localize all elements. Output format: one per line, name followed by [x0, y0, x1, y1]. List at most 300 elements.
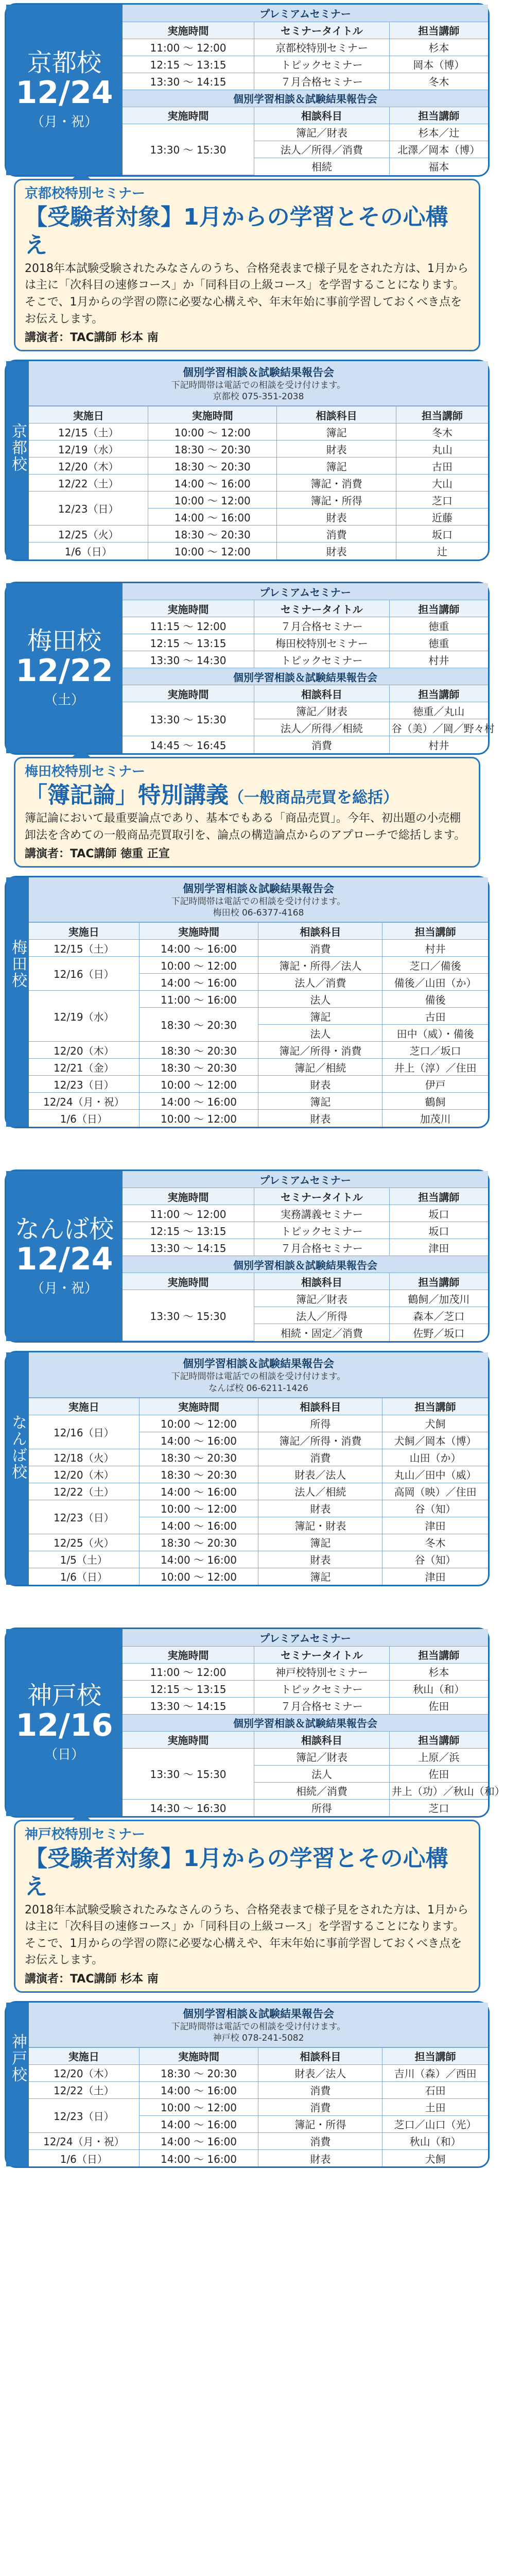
cell: 10:00 ～ 12:00 — [148, 492, 277, 509]
cell: 財表 — [258, 1076, 382, 1093]
cell: 簿記・所得 — [258, 2115, 382, 2132]
consult-block-namba — [5, 1351, 490, 1586]
table-row — [123, 1697, 488, 1714]
cell: 消費 — [258, 2098, 382, 2115]
cell: 10:00 ～ 12:00 — [139, 1110, 258, 1127]
headline-part: 1月からの学習とその心構え — [25, 204, 448, 259]
section-title: 個別学習相談＆試験結果報告会 — [123, 1714, 488, 1731]
cell: 消費 — [258, 1449, 382, 1466]
cell: 法人 — [254, 1765, 390, 1782]
col-header: セミナータイトル — [254, 1188, 390, 1205]
cell: 石田 — [382, 2081, 488, 2098]
table-row — [123, 56, 488, 73]
table-row — [123, 651, 488, 668]
campus-weekday: （土） — [44, 692, 84, 708]
col-header: 相談科目 — [254, 1273, 390, 1290]
cell: 11:15 ～ 12:00 — [123, 617, 254, 634]
table-row — [123, 39, 488, 56]
cell: 簿記／財表 — [254, 702, 390, 719]
cell: 13:30 ～ 15:30 — [123, 702, 254, 736]
section-title: プレミアムセミナー — [123, 583, 488, 600]
campus-name: 神戸校 — [27, 1681, 101, 1710]
cell: 18:30 ～ 20:30 — [148, 440, 277, 457]
campus-weekday: （月・祝） — [30, 114, 98, 130]
campus-side-panel — [6, 583, 123, 753]
cell: 丸山／田中（威） — [382, 1466, 488, 1483]
consult-main — [29, 1352, 488, 1585]
cell: 14:00 ～ 16:00 — [139, 1483, 258, 1500]
consult-phone: 梅田校 06-6377-4168 — [213, 908, 304, 919]
cell: 13:30 ～ 14:15 — [123, 73, 254, 90]
cell: 佐田 — [389, 1765, 488, 1782]
cell: 簿記 — [277, 457, 396, 474]
cell: ７月合格セミナー — [254, 617, 390, 634]
cell: 10:00 ～ 12:00 — [139, 1076, 258, 1093]
cell: 備後 — [382, 991, 488, 1008]
table-row — [123, 702, 488, 719]
cell: 簿記 — [258, 1008, 382, 1025]
cell: 大山 — [396, 474, 488, 492]
consult-block-umeda — [5, 876, 490, 1128]
col-header: 実施時間 — [123, 600, 254, 617]
consult-side-label — [6, 1352, 29, 1585]
cell: 14:00 ～ 16:00 — [139, 2132, 258, 2149]
schedule — [123, 1171, 488, 1342]
consult-main — [29, 361, 488, 560]
consult-header — [29, 877, 488, 922]
table-row — [123, 1680, 488, 1697]
consult-campus-name: なんば校 — [9, 1414, 27, 1481]
cell: 財表 — [258, 1551, 382, 1568]
cell: ７月合格セミナー — [254, 1239, 390, 1256]
consult-campus-name: 神戸校 — [9, 2033, 27, 2083]
cell: 法人／所得／消費 — [254, 141, 390, 158]
cell: トピックセミナー — [254, 1680, 390, 1697]
cell: 相続 — [254, 158, 390, 175]
col-header: 相談科目 — [254, 1731, 390, 1748]
consult-phone: 神戸校 078-241-5082 — [213, 2032, 304, 2043]
cell: 12/23（日） — [29, 1076, 139, 1093]
cell: 加茂川 — [382, 1110, 488, 1127]
campus-weekday: （月・祝） — [30, 1280, 98, 1296]
cell: 簿記 — [258, 1534, 382, 1551]
table-row — [29, 1415, 488, 1432]
cell: 18:30 ～ 20:30 — [139, 1059, 258, 1076]
cell: 福本 — [389, 158, 488, 175]
cell: 佐田 — [389, 1697, 488, 1714]
cell: 1/6（日） — [29, 1110, 139, 1127]
cell: 18:30 ～ 20:30 — [148, 457, 277, 474]
table-row — [29, 526, 488, 543]
cell: 14:00 ～ 16:00 — [139, 1093, 258, 1110]
special-body: 2018年本試験受験されたみなさんのうち、合格発表まで様子見をされた方は、1月からは主に「次科目の速修コース」か「同科目の上級コース」を学習することになります。そこで、1月からの学習の際に必要な心構えや、年末年始に事前学習しておくべき点をお伝えします。 — [25, 1903, 468, 1967]
cell: 11:00 ～ 12:00 — [123, 1205, 254, 1222]
table-row — [29, 543, 488, 560]
section-title: プレミアムセミナー — [123, 5, 488, 22]
special-headline — [25, 781, 469, 809]
campus-side-panel — [6, 1629, 123, 1816]
table-row — [29, 1551, 488, 1568]
col-header: 実施時間 — [123, 1188, 254, 1205]
cell: 犬飼 — [382, 2149, 488, 2166]
cell: 財表 — [258, 1500, 382, 1517]
cell: 12/24（月・祝） — [29, 2132, 139, 2149]
cell: 津田 — [382, 1568, 488, 1585]
table-row — [29, 991, 488, 1008]
table-row — [123, 1748, 488, 1765]
cell: 14:45 ～ 16:45 — [123, 736, 254, 753]
col-header: 実施日 — [29, 406, 148, 423]
table-row — [29, 940, 488, 957]
consult-block-kyoto — [5, 360, 490, 561]
col-header: 担当講師 — [389, 22, 488, 39]
table-row — [29, 457, 488, 474]
consult-note: 下記時間帯は電話での相談を受け付けます。 — [171, 1371, 346, 1382]
campus-namba — [5, 1170, 490, 1586]
col-header: 担当講師 — [389, 685, 488, 702]
cell: 村井 — [389, 651, 488, 668]
cell: 井上（淳）／住田 — [382, 1059, 488, 1076]
table-row — [123, 1290, 488, 1307]
cell: 簿記／所得・消費 — [258, 1042, 382, 1059]
cell: 法人／所得 — [254, 1307, 390, 1324]
cell: 14:00 ～ 16:00 — [139, 2081, 258, 2098]
table-row — [29, 1449, 488, 1466]
table-row — [123, 1205, 488, 1222]
cell: 芝口 — [389, 1799, 488, 1816]
cell: 辻 — [396, 543, 488, 560]
cell: 徳重 — [389, 634, 488, 651]
table-row — [29, 492, 488, 509]
table-row — [123, 736, 488, 753]
cell: 山田（か） — [382, 1449, 488, 1466]
cell: 芝口／備後 — [382, 957, 488, 974]
cell: 12/19（水） — [29, 991, 139, 1042]
cell: 神戸校特別セミナー — [254, 1663, 390, 1680]
col-header: 担当講師 — [389, 1731, 488, 1748]
col-header: 実施日 — [29, 2047, 139, 2064]
cell: ７月合格セミナー — [254, 73, 390, 90]
cell: 14:00 ～ 16:00 — [139, 1432, 258, 1449]
schedule — [123, 5, 488, 175]
consult-phone: なんば校 06-6211-1426 — [208, 1383, 308, 1394]
section-title: 個別学習相談＆試験結果報告会 — [123, 90, 488, 107]
cell: 14:30 ～ 16:30 — [123, 1799, 254, 1816]
col-header: 担当講師 — [389, 1646, 488, 1663]
special-seminar-box — [14, 179, 480, 352]
cell: 丸山 — [396, 440, 488, 457]
col-header: 担当講師 — [389, 107, 488, 124]
col-header: 相談科目 — [277, 406, 396, 423]
schedule — [123, 1629, 505, 1816]
cell: 1/6（日） — [29, 543, 148, 560]
cell: 10:00 ～ 12:00 — [139, 1500, 258, 1517]
cell: 村井 — [389, 736, 488, 753]
col-header: 担当講師 — [382, 923, 488, 940]
consult-note: 下記時間帯は電話での相談を受け付けます。 — [171, 2021, 346, 2032]
cell: 14:00 ～ 16:00 — [148, 474, 277, 492]
campus-name: なんば校 — [14, 1214, 114, 1244]
table-row — [123, 1663, 488, 1680]
cell: 12:15 ～ 13:15 — [123, 1680, 254, 1697]
cell: 12/22（土） — [29, 1483, 139, 1500]
cell: 財表／法人 — [258, 1466, 382, 1483]
cell: 簿記／財表 — [254, 1290, 390, 1307]
col-header: 実施時間 — [123, 1731, 254, 1748]
table-row — [123, 1239, 488, 1256]
cell: 所得 — [254, 1799, 390, 1816]
cell: 18:30 ～ 20:30 — [139, 1449, 258, 1466]
cell: 財表／法人 — [258, 2064, 382, 2081]
cell: 10:00 ～ 12:00 — [148, 423, 277, 440]
col-header: 実施時間 — [139, 1398, 258, 1415]
col-header: 実施時間 — [123, 685, 254, 702]
table-row — [29, 423, 488, 440]
cell: 18:30 ～ 20:30 — [139, 1042, 258, 1059]
table-row — [123, 1222, 488, 1239]
campus-side-panel — [6, 1171, 123, 1342]
col-header: 実施時間 — [123, 22, 254, 39]
cell: 法人 — [258, 1025, 382, 1042]
special-teacher: 講演者：TAC講師 徳重 正宣 — [25, 848, 170, 861]
cell: 18:30 ～ 20:30 — [139, 1008, 258, 1042]
special-headline — [25, 1844, 469, 1901]
cell: 13:30 ～ 15:30 — [123, 124, 254, 175]
cell: 12/16（日） — [29, 1415, 139, 1449]
consult-table — [29, 1398, 488, 1585]
consult-header — [29, 361, 488, 406]
cell: 消費 — [277, 526, 396, 543]
cell: 芝口／山口（光） — [382, 2115, 488, 2132]
table-row — [29, 2098, 488, 2115]
table-row — [29, 1483, 488, 1500]
cell: 11:00 ～ 16:00 — [139, 991, 258, 1008]
cell: トピックセミナー — [254, 1222, 390, 1239]
cell: 1/6（日） — [29, 2149, 139, 2166]
cell: 備後／山田（か） — [382, 974, 488, 991]
cell: 坂口 — [396, 526, 488, 543]
cell: ７月合格セミナー — [254, 1697, 390, 1714]
cell: 11:00 ～ 12:00 — [123, 39, 254, 56]
table-row — [29, 1059, 488, 1076]
headline-part: 【受験者対象】 — [25, 1845, 183, 1872]
cell: 京都校特別セミナー — [254, 39, 390, 56]
cell: 佐野／坂口 — [389, 1324, 488, 1341]
cell: 秋山（和） — [389, 1680, 488, 1697]
col-header: 実施時間 — [139, 2047, 258, 2064]
cell: 田中（威）・備後 — [382, 1025, 488, 1042]
consult-note: 下記時間帯は電話での相談を受け付けます。 — [171, 380, 346, 391]
cell: 12/22（土） — [29, 2081, 139, 2098]
cell: 簿記・消費 — [277, 474, 396, 492]
cell: 簿記／所得・消費 — [258, 1432, 382, 1449]
cell: 簿記／財表 — [254, 1748, 390, 1765]
cell: 12/15（土） — [29, 940, 139, 957]
col-header: 担当講師 — [389, 1273, 488, 1290]
special-seminar-box — [14, 1820, 480, 1993]
col-header: セミナータイトル — [254, 600, 390, 617]
special-teacher: 講演者：TAC講師 杉本 南 — [25, 331, 159, 345]
cell: 11:00 ～ 12:00 — [123, 1663, 254, 1680]
table-row — [29, 474, 488, 492]
cell: 12/20（木） — [29, 1042, 139, 1059]
seminar-block-namba — [5, 1170, 490, 1343]
cell: 鶴飼／加茂川 — [389, 1290, 488, 1307]
consult-table — [29, 922, 488, 1127]
col-header: 相談科目 — [254, 107, 390, 124]
cell: 12/23（日） — [29, 1500, 139, 1534]
cell: 北澤／岡本（博） — [389, 141, 488, 158]
consult-block-kobe — [5, 2001, 490, 2168]
seminar-block-umeda — [5, 582, 495, 755]
cell: 12/20（木） — [29, 1466, 139, 1483]
table-row — [29, 2064, 488, 2081]
page — [0, 3, 505, 2576]
cell: 簿記・所得 — [277, 492, 396, 509]
cell: 伊戸 — [382, 1076, 488, 1093]
cell: 村井 — [382, 940, 488, 957]
cell: 徳重／丸山 — [389, 702, 488, 719]
schedule — [123, 583, 495, 753]
campus-kyoto — [5, 3, 490, 561]
table-row — [29, 1534, 488, 1551]
cell: 杉本 — [389, 1663, 488, 1680]
consult-table — [29, 406, 488, 560]
cell: 高岡（映）／住田 — [382, 1483, 488, 1500]
cell: 消費 — [258, 940, 382, 957]
cell: 谷（知） — [382, 1551, 488, 1568]
table-row — [29, 957, 488, 974]
campus-date: 12/24 — [15, 1241, 113, 1277]
cell: 財表 — [277, 509, 396, 526]
col-header: 相談科目 — [258, 2047, 382, 2064]
cell: 簿記・財表 — [258, 1517, 382, 1534]
cell: 12:15 ～ 13:15 — [123, 56, 254, 73]
table-row — [29, 1466, 488, 1483]
cell: 18:30 ～ 20:30 — [139, 1466, 258, 1483]
cell: 谷（美）／岡／野々村 — [389, 719, 488, 736]
seminar-block-kobe — [5, 1628, 505, 1818]
cell: 芝口／坂口 — [382, 1042, 488, 1059]
table-row — [29, 440, 488, 457]
cell: 12/20（木） — [29, 457, 148, 474]
cell: 所得 — [258, 1415, 382, 1432]
consult-side-label — [6, 2003, 29, 2167]
table-row — [123, 1799, 488, 1816]
col-header: 相談科目 — [258, 1398, 382, 1415]
cell: 12:15 ～ 13:15 — [123, 634, 254, 651]
cell: 簿記／財表 — [254, 124, 390, 141]
cell: 消費 — [258, 2132, 382, 2149]
consult-title: 個別学習相談＆試験結果報告会 — [183, 2007, 334, 2020]
cell: 13:30 ～ 14:30 — [123, 651, 254, 668]
headline-part: 【受験者対象】 — [25, 204, 183, 230]
cell: 10:00 ～ 12:00 — [139, 1415, 258, 1432]
cell: 18:30 ～ 20:30 — [139, 1534, 258, 1551]
cell: 13:30 ～ 15:30 — [123, 1748, 254, 1799]
cell: 18:30 ～ 20:30 — [148, 526, 277, 543]
campus-side-panel — [6, 5, 123, 175]
cell: 13:30 ～ 14:15 — [123, 1239, 254, 1256]
consult-side-label — [6, 877, 29, 1127]
col-header: 担当講師 — [396, 406, 488, 423]
consult-header — [29, 1352, 488, 1397]
consult-note: 下記時間帯は電話での相談を受け付けます。 — [171, 896, 346, 907]
special-title: 神戸校特別セミナー — [25, 1827, 146, 1843]
seminar-table — [123, 1629, 505, 1816]
cell: 12:15 ～ 13:15 — [123, 1222, 254, 1239]
cell: 14:00 ～ 16:00 — [139, 974, 258, 991]
cell: 1/5（土） — [29, 1551, 139, 1568]
col-header: 担当講師 — [382, 2047, 488, 2064]
col-header: 相談科目 — [258, 923, 382, 940]
cell: 10:00 ～ 12:00 — [139, 1568, 258, 1585]
col-header: 担当講師 — [389, 1188, 488, 1205]
cell: 吉川（森）／西田 — [382, 2064, 488, 2081]
cell: トピックセミナー — [254, 651, 390, 668]
cell: 簿記／相続 — [258, 1059, 382, 1076]
col-header: 実施時間 — [123, 1273, 254, 1290]
cell: 消費 — [258, 2081, 382, 2098]
col-header: 実施日 — [29, 923, 139, 940]
campus-weekday: （日） — [44, 1747, 84, 1763]
cell: 12/20（木） — [29, 2064, 139, 2081]
cell: 消費 — [254, 736, 390, 753]
cell: 冬木 — [389, 73, 488, 90]
col-header: 実施時間 — [123, 1646, 254, 1663]
campus-date: 12/22 — [15, 653, 113, 689]
cell: 財表 — [277, 543, 396, 560]
col-header: 担当講師 — [382, 1398, 488, 1415]
cell: 12/24（月・祝） — [29, 1093, 139, 1110]
table-row — [29, 1042, 488, 1059]
cell: 14:00 ～ 16:00 — [139, 1551, 258, 1568]
table-row — [29, 2149, 488, 2166]
consult-campus-name: 梅田校 — [9, 939, 27, 989]
special-headline — [25, 203, 469, 260]
cell: 鶴飼 — [382, 1093, 488, 1110]
table-row — [29, 1568, 488, 1585]
cell: 10:00 ～ 12:00 — [148, 543, 277, 560]
col-header: 実施日 — [29, 1398, 139, 1415]
cell: 法人 — [258, 991, 382, 1008]
cell: 実務講義セミナー — [254, 1205, 390, 1222]
cell: 簿記 — [258, 1568, 382, 1585]
cell: 12/25（火） — [29, 526, 148, 543]
cell: 12/25（火） — [29, 1534, 139, 1551]
cell: 相続・固定／消費 — [254, 1324, 390, 1341]
col-header: 実施時間 — [123, 107, 254, 124]
consult-phone: 京都校 075-351-2038 — [213, 392, 304, 402]
cell: 14:00 ～ 16:00 — [139, 2149, 258, 2166]
cell: 津田 — [382, 1517, 488, 1534]
cell: 芝口 — [396, 492, 488, 509]
special-body: 2018年本試験受験されたみなさんのうち、合格発表まで様子見をされた方は、1月からは主に「次科目の速修コース」か「同科目の上級コース」を学習することになります。そこで、1月からの学習の際に必要な心構えや、年末年始に事前学習しておくべき点をお伝えします。 — [25, 262, 468, 326]
cell: 18:30 ～ 20:30 — [139, 2064, 258, 2081]
col-header: セミナータイトル — [254, 1646, 390, 1663]
col-header: 相談科目 — [254, 685, 390, 702]
campus-date: 12/24 — [15, 74, 113, 111]
cell: 12/18（火） — [29, 1449, 139, 1466]
cell: 財表 — [277, 440, 396, 457]
cell: 財表 — [258, 2149, 382, 2166]
cell: 坂口 — [389, 1222, 488, 1239]
cell: トピックセミナー — [254, 56, 390, 73]
consult-main — [29, 2003, 488, 2167]
col-header: 担当講師 — [389, 600, 488, 617]
cell: 杉本 — [389, 39, 488, 56]
special-body: 簿記論において最重要論点であり、基本でもある「商品売買」。今年、初出題の小売棚卸法を含めての一般商品売買取引を、論点の構造論点からのアプローチで総括します。 — [25, 812, 466, 842]
